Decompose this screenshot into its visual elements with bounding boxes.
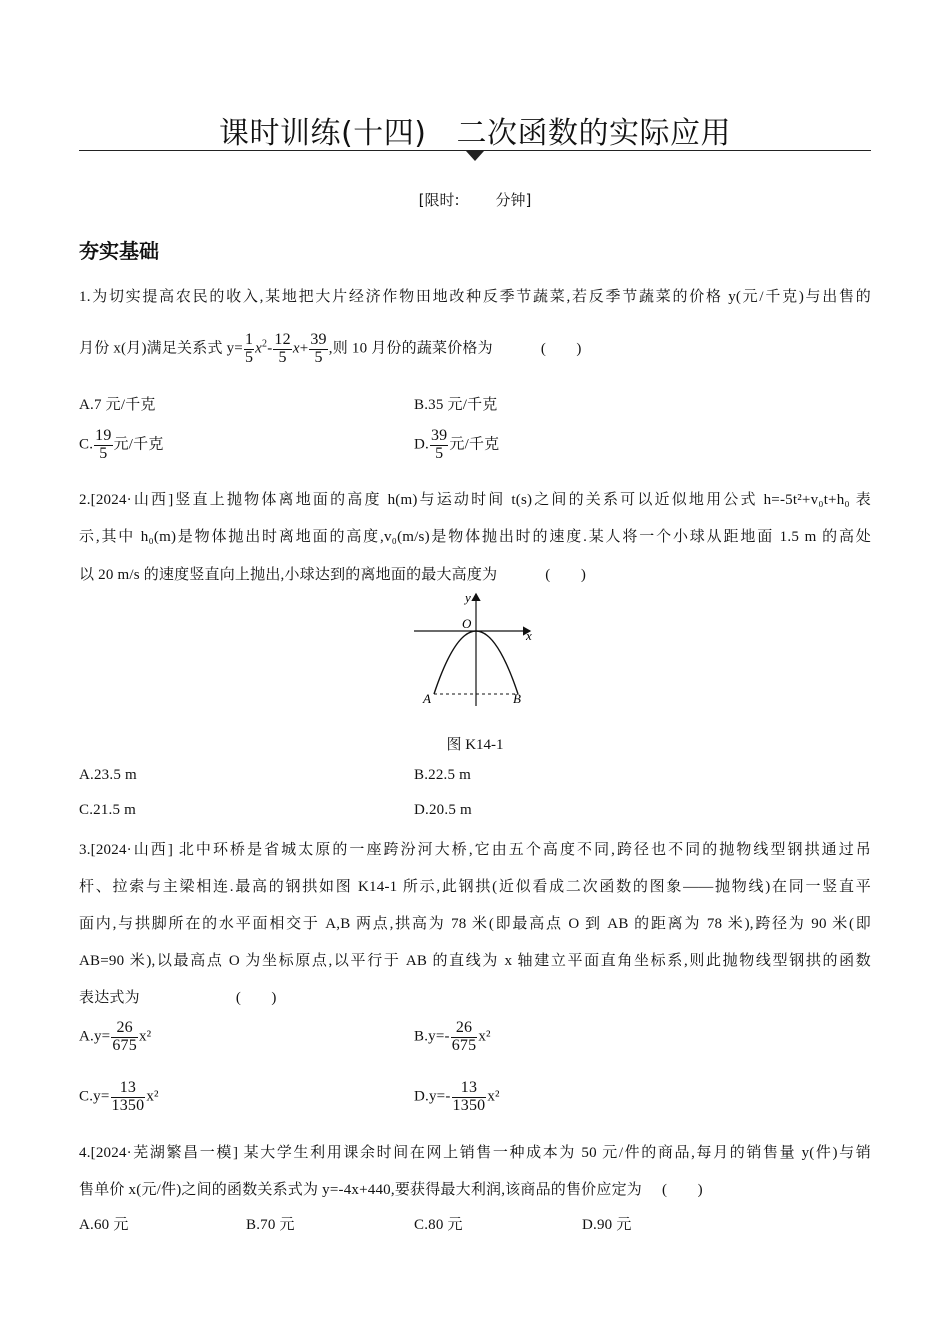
q2-line1: 2.[2024·山西]竖直上抛物体离地面的高度 h(m)与运动时间 t(s)之间的关系可以近似地用公式 h=-5t²+v₀t+h₀ 表 (79, 492, 871, 508)
q2-line2: 示,其中 h₀(m)是物体抛出时离地面的高度,v₀(m/s)是物体抛出时的速度.某人将一个小球从距地面 1.5 m 的高处 (79, 529, 871, 545)
q4-line2: 售单价 x(元/件)之间的函数关系式为 y=-4x+440,要获得最大利润,该商品的售价应定为 ( ) (79, 1178, 871, 1199)
q2-option-a: A.23.5 m (79, 767, 137, 783)
q4-option-a: A.60 元 (79, 1217, 129, 1233)
q1-frac-2: $\frac{12}{5}$ (274, 331, 291, 366)
q3-option-c: C.y= $\frac{13}{1350}$ x² (79, 1079, 159, 1114)
x-label: x (526, 628, 532, 643)
q1-frac-1: $\frac{1}{5}$ (244, 331, 254, 366)
q3-option-a: A.y= $\frac{26}{675}$ x² (79, 1019, 152, 1054)
triangle-marker-icon (466, 151, 484, 161)
time-limit: [限时: 分钟] (418, 191, 532, 209)
q3-line3: 面内,与拱脚所在的水平面相交于 A,B 两点,拱高为 78 米(即最高点 O 到 AB 的距离为 78 米),跨径为 90 米(即 (79, 916, 871, 932)
answer-blank: ( ) (545, 567, 587, 583)
origin-label: O (462, 616, 472, 631)
page-title (0, 108, 950, 152)
parabola-figure (410, 588, 540, 713)
q4-option-d: D.90 元 (582, 1217, 632, 1233)
q3-option-b: B.y=- $\frac{26}{675}$ x² (414, 1019, 491, 1054)
q1-line1: 1.为切实提高农民的收入,某地把大片经济作物田地改种反季节蔬菜,若反季节蔬菜的价格 y(元/千克)与出售的 (79, 289, 871, 305)
title-topic: 二次函数的实际应用 (456, 116, 731, 151)
title-lesson: 课时训练(十四) (219, 116, 427, 151)
q3-line2: 杆、拉索与主梁相连.最高的钢拱如图 K14-1 所示,此钢拱(近似看成二次函数的图象——抛物线)在同一竖直平 (79, 879, 871, 895)
q3-line1: 3.[2024·山西] 北中环桥是省城太原的一座跨汾河大桥,它由五个高度不同,跨径也不同的抛物线型钢拱通过吊 (79, 842, 871, 858)
q3-line5: 表达式为 ( ) (79, 986, 871, 1007)
q1-frac-3: $\frac{39}{5}$ (310, 331, 327, 366)
q1-option-a: A.7 元/千克 (79, 397, 156, 413)
answer-blank: ( ) (661, 1182, 703, 1198)
point-b-label: B (513, 691, 521, 706)
q1-option-b: B.35 元/千克 (414, 397, 498, 413)
q4-option-c: C.80 元 (414, 1217, 463, 1233)
figure-caption: 图 K14-1 (446, 737, 504, 753)
q3-line4: AB=90 米),以最高点 O 为坐标原点,以平行于 AB 的直线为 x 轴建立平面直角坐标系,则此抛物线型钢拱的函数 (79, 953, 871, 969)
answer-blank: ( ) (235, 990, 277, 1006)
q4-line1: 4.[2024·芜湖繁昌一模] 某大学生利用课余时间在网上销售一种成本为 50 元/件的商品,每月的销售量 y(件)与销 (79, 1145, 871, 1161)
answer-blank: ( ) (540, 340, 582, 357)
q2-option-d: D.20.5 m (414, 802, 472, 818)
y-label: y (465, 590, 471, 605)
point-a-label: A (423, 691, 431, 706)
q3-option-d: D.y=- $\frac{13}{1350}$ x² (414, 1079, 500, 1114)
section-heading: 夯实基础 (79, 239, 159, 263)
q1-line2: 月份 x(月)满足关系式 y= $\frac{1}{5}$ $x^2-$ $\frac{12}{5}$ x+ $\frac{39}{5}$ ,则 10 月份的蔬菜价格为 ( ) (79, 331, 582, 366)
q2-option-c: C.21.5 m (79, 802, 137, 818)
q1-option-d: D. $\frac{39}{5}$ 元/千克 (414, 427, 500, 462)
q2-option-b: B.22.5 m (414, 767, 472, 783)
q2-line3: 以 20 m/s 的速度竖直向上抛出,小球达到的离地面的最大高度为 ( ) (79, 563, 871, 584)
q4-option-b: B.70 元 (246, 1217, 295, 1233)
q1-option-c: C. $\frac{19}{5}$ 元/千克 (79, 427, 164, 462)
